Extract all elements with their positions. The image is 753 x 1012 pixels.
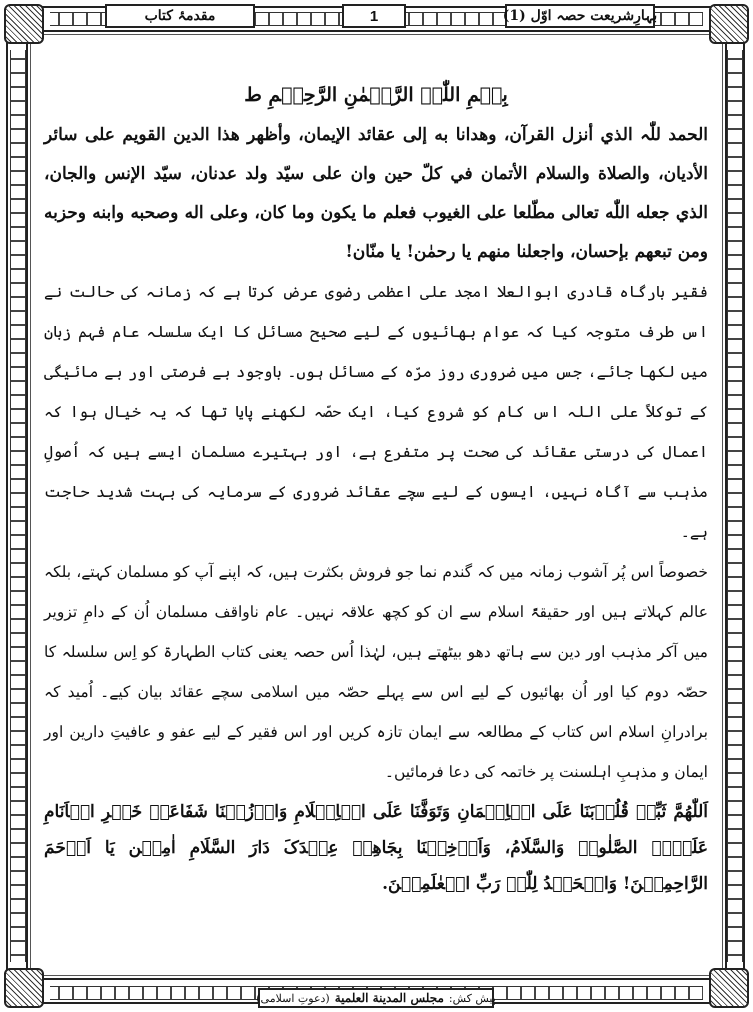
bismillah: بِسۡمِ اللّٰہِ الرَّحۡمٰنِ الرَّحِیۡمِ ط xyxy=(244,84,508,106)
urdu-paragraph-1: فقیر بارگاہ قادری ابوالعلا امجد علی اعظمی رضوی عرض کرتا ہے کہ زمانہ کی حالت نے اس طرف متوجہ کیا کہ عوام بھائیوں کے لیے صحیح مسائل کا ایک سلسلہ عام فہم زبان میں لکھا جائے، جس میں ضروری روز مرّہ کے مسائل ہوں۔ باوجود بے فرصتی اور بے مائیگی کے توکلاً علی اللہ اس کام کو شروع کیا، ایک حصّہ لکھنے پایا تھا کہ یہ خیال ہوا کہ اعمال کی درستی عقائد کی صحت پر متفرع ہے، اور بہتیرے مسلمان ایسے ہیں کہ اُصولِ مذہب سے آگاہ نہیں، ایسوں کے لیے سچے عقائد ضروری کے سرمایہ کی بہت شدید حاجت ہے۔ xyxy=(44,283,708,541)
corner-ornament-top-right xyxy=(709,4,749,44)
book-title: بہارِشریعت حصہ اوّل (1) xyxy=(505,4,655,28)
publisher-footer xyxy=(258,988,494,1008)
corner-ornament-bottom-left xyxy=(4,968,44,1008)
corner-ornament-top-left xyxy=(4,4,44,44)
page-number: 1 xyxy=(342,4,406,28)
arabic-praise-paragraph: الحمد للّٰہ الذي أنزل القرآن، وهدانا به إلى عقائد الإيمان، وأظهر هذا الدين القويم على سائر الأديان، والصلاة والسلام الأتمان في كلّ حين وان على سيّد ولد عدنان، سيّد الإنس والجان، الذي جعله اللّٰه تعالى مطّلعا على الغيوب فعلم ما يكون وما كان، وعلى اله وصحبه وابنه وحزبه ومن تبعهم بإحسان، واجعلنا منهم يا رحمٰن! يا منّان! xyxy=(44,125,708,262)
corner-ornament-bottom-right xyxy=(709,968,749,1008)
urdu-paragraph-2: خصوصاً اس پُر آشوب زمانہ میں کہ گندم نما جو فروش بکثرت ہیں، کہ اپنے آپ کو مسلمان کہتے، بلکہ عالم کہلاتے ہیں اور حقیقۃً اسلام سے ان کو کچھ علاقہ نہیں۔ عام ناواقف مسلمان اُن کے دامِ تزویر میں آکر مذہب اور دین سے ہاتھ دھو بیٹھتے ہیں، لہٰذا اُس حصہ یعنی کتاب الطہارۃ کو اِس سلسلہ کا حصّہ دوم کیا اور اُن بھائیوں کے لیے اس سے پہلے حصّہ میں اسلامی سچے عقائد بیان کیے۔ اُمید کہ برادرانِ اسلام اس کتاب کے مطالعہ سے ایمان تازہ کریں اور اس فقیر کے لیے عفو و عافیتِ دارین اور ایمان و مذہبِ اہلسنت پر خاتمہ کی دعا فرمائیں۔ xyxy=(44,563,708,781)
publisher-org: (دعوتِ اسلامی) xyxy=(256,991,330,1005)
footer-label: پیش کش: xyxy=(448,991,496,1005)
closing-dua: اَللّٰھُمَّ ثَبِّتۡ قُلُوۡبَنَا عَلَی الۡاِیۡمَانِ وَتَوَفَّنَا عَلَی الۡاِسۡلَامِ وَارۡزُقۡنَا شَفَاعَۃَ خَیۡرِ الۡاَنَامِ عَلَیۡہِ الصَّلٰوۃُ وَالسَّلَامُ، وَاَدۡخِلۡنَا بِجَاھِہٖ عِنۡدَکَ دَارَ السَّلَامِ اٰمِیۡن یَا اَرۡحَمَ الرَّاحِمِیۡنَ! وَالۡحَمۡدُ لِلّٰہِ رَبِّ الۡعٰلَمِیۡنَ. xyxy=(44,802,708,894)
page-content xyxy=(44,80,708,902)
publisher-name: مجلس المدينة العلمية xyxy=(334,991,444,1005)
section-title: مقدمۂ کتاب xyxy=(105,4,255,28)
